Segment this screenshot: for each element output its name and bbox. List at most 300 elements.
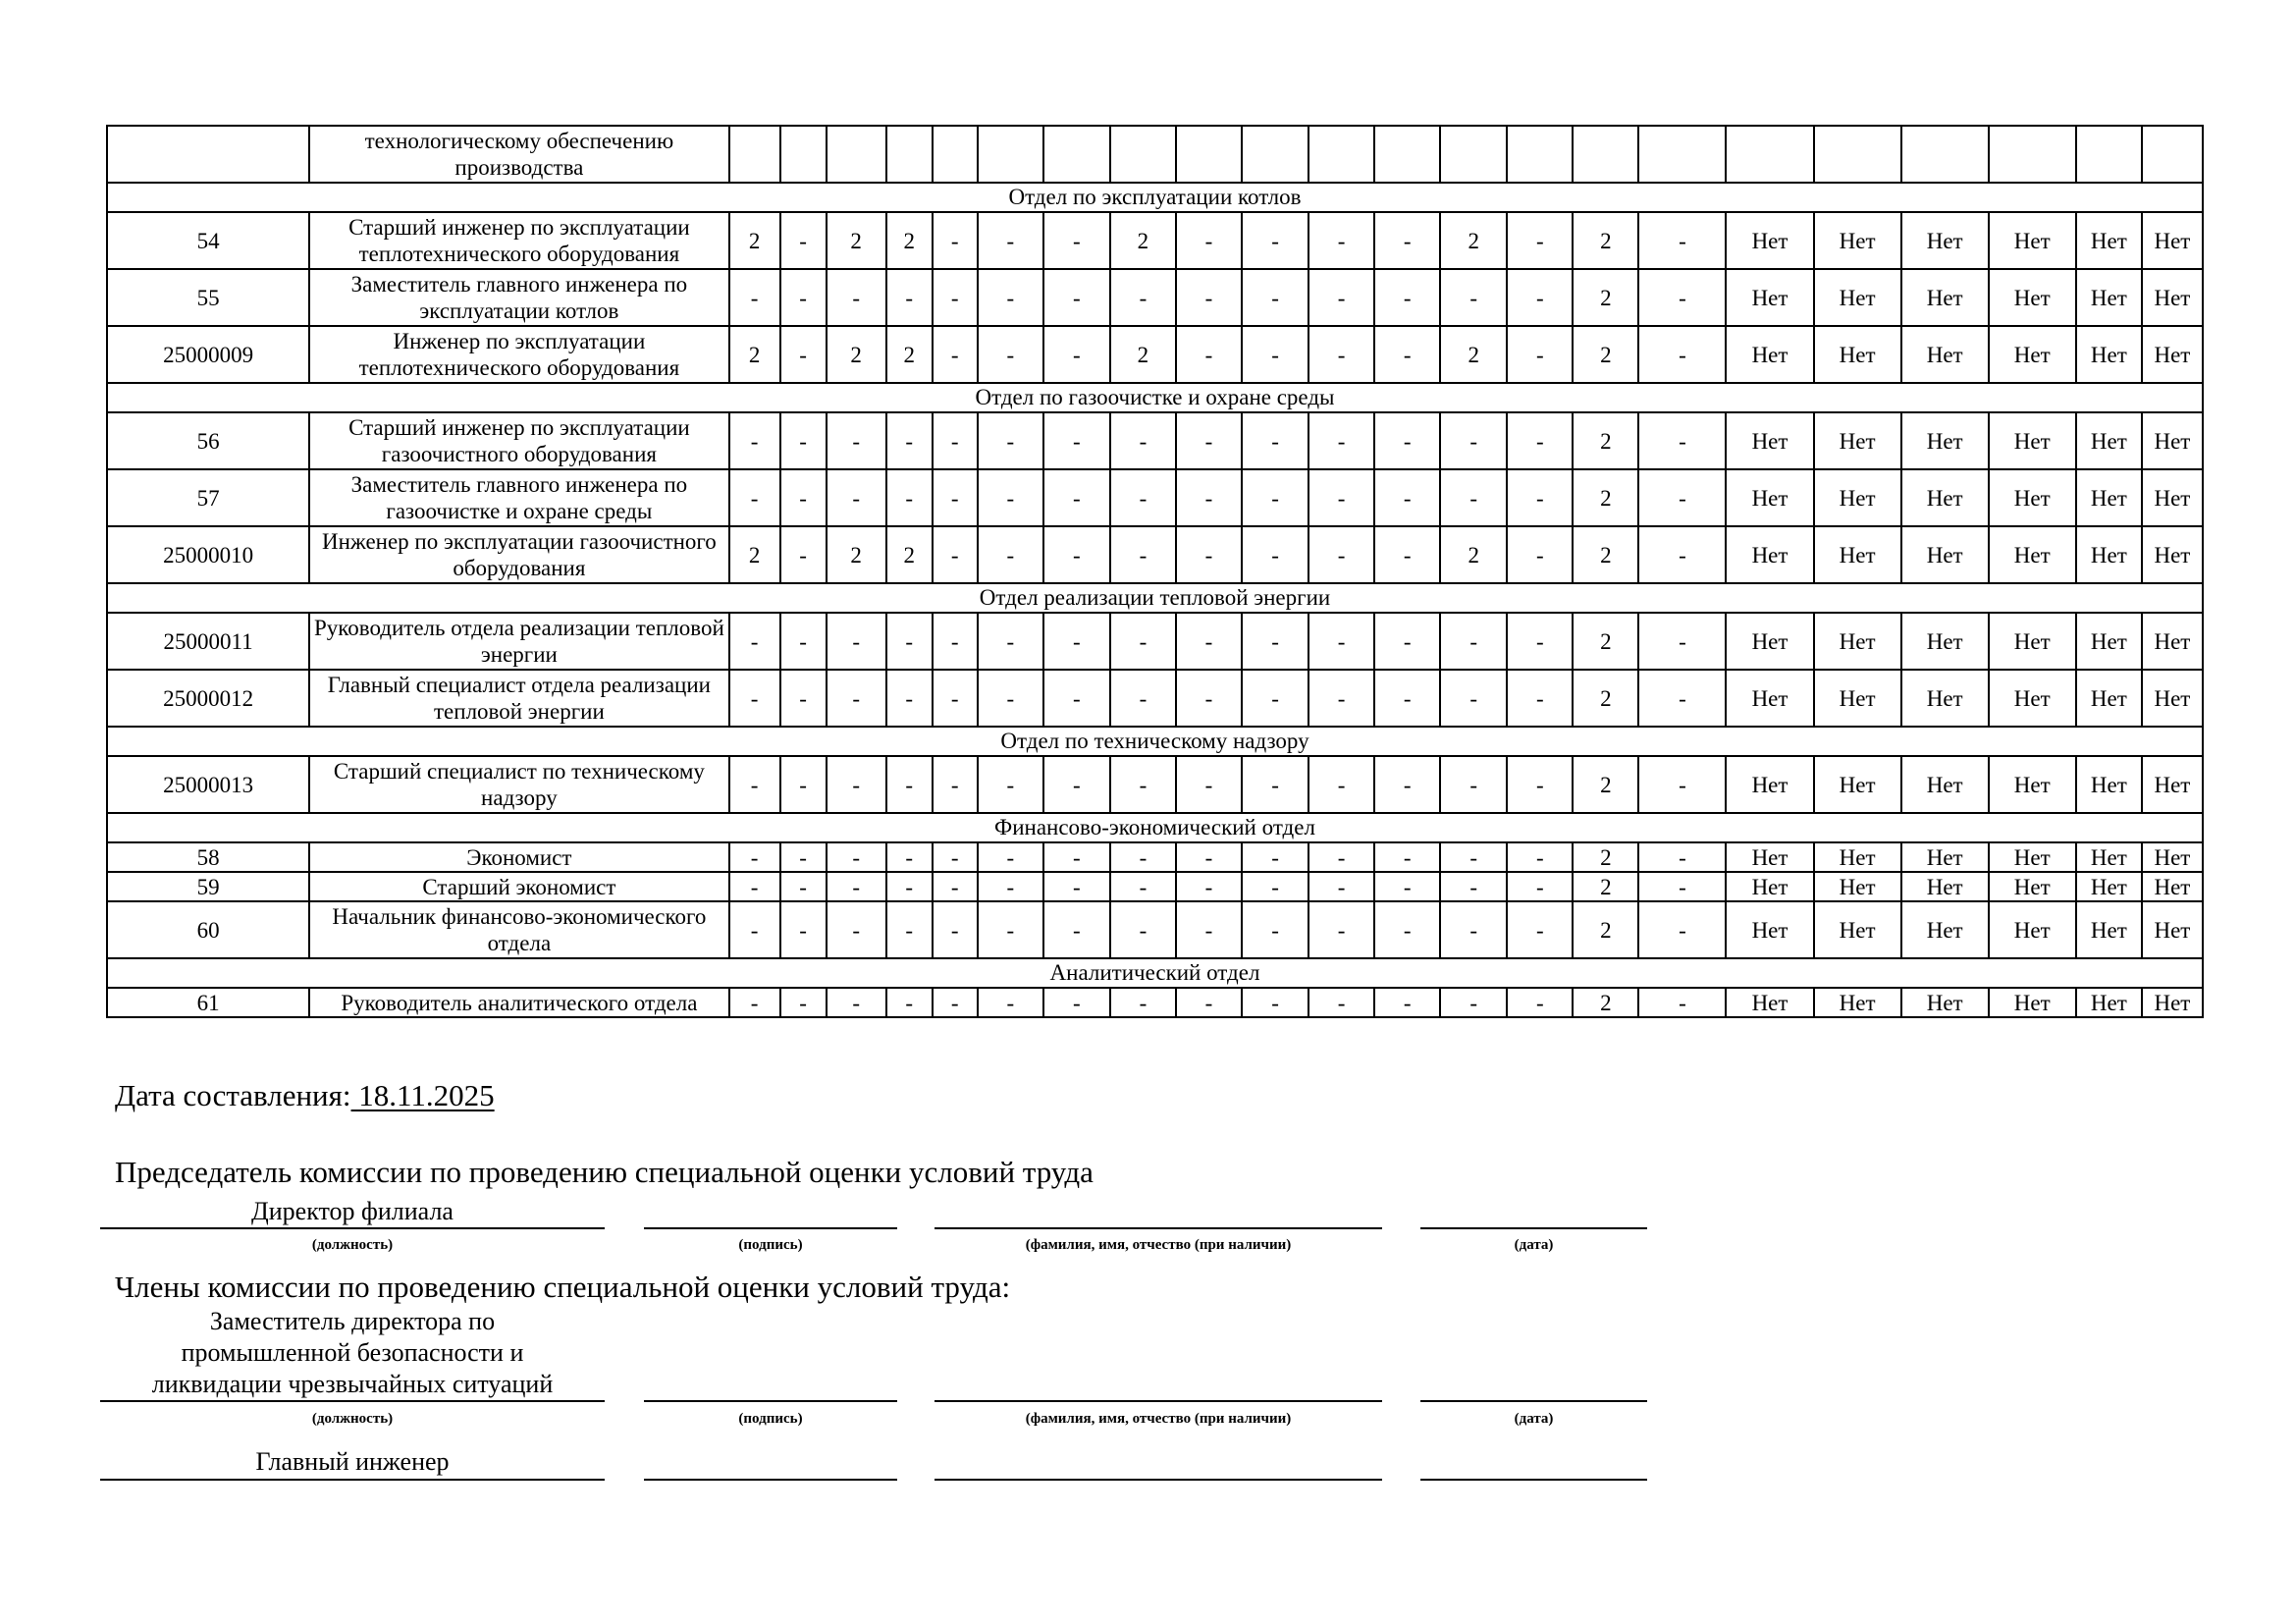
table-cell: Нет (1726, 212, 1813, 269)
table-cell: - (780, 613, 827, 670)
table-cell: - (1440, 613, 1507, 670)
caption-position: (должность) (311, 1237, 394, 1253)
section-row (107, 958, 2203, 988)
table-cell: - (1638, 988, 1726, 1017)
table-cell: - (886, 872, 933, 901)
table-cell: - (933, 469, 978, 526)
table-cell: - (1638, 269, 1726, 326)
table-cell: Нет (1814, 988, 1901, 1017)
table-cell: - (1507, 212, 1573, 269)
table-cell (2142, 126, 2203, 183)
table-cell: - (1176, 988, 1242, 1017)
table-cell: - (978, 269, 1043, 326)
table-cell: 2 (886, 212, 933, 269)
table-cell: - (933, 901, 978, 958)
table-cell: - (729, 613, 780, 670)
table-cell (729, 126, 780, 183)
table-cell: Нет (1989, 326, 2076, 383)
section-title: Отдел по эксплуатации котлов (107, 183, 2203, 212)
table-cell: 2 (1440, 212, 1507, 269)
table-cell: - (1638, 326, 1726, 383)
table-cell: Нет (2076, 526, 2142, 583)
table-row (107, 613, 2203, 670)
table-cell: Нет (1989, 842, 2076, 872)
table-cell: Нет (1989, 613, 2076, 670)
table-cell: - (1043, 901, 1110, 958)
row-number: 25000012 (107, 670, 309, 727)
table-cell: - (1043, 613, 1110, 670)
chairman-fio-line (934, 1227, 1382, 1229)
table-cell: Нет (1814, 212, 1901, 269)
member1-signature-line (644, 1400, 897, 1402)
table-cell: - (933, 670, 978, 727)
table-cell: 2 (729, 326, 780, 383)
table-cell: - (1638, 901, 1726, 958)
row-number: 57 (107, 469, 309, 526)
table-cell: - (1176, 670, 1242, 727)
member2-signature-line (644, 1479, 897, 1481)
table-cell: - (1308, 988, 1374, 1017)
table-cell: Нет (2076, 212, 2142, 269)
table-cell: Нет (1989, 756, 2076, 813)
table-cell: Нет (2142, 872, 2203, 901)
table-cell: - (1176, 269, 1242, 326)
table-cell: - (780, 269, 827, 326)
table-cell: - (1374, 988, 1440, 1017)
table-cell: - (1110, 872, 1176, 901)
section-row (107, 727, 2203, 756)
table-cell: Нет (1726, 326, 1813, 383)
table-cell: - (1308, 613, 1374, 670)
table-cell: - (1242, 526, 1308, 583)
table-cell: - (1110, 756, 1176, 813)
table-cell: - (1242, 212, 1308, 269)
table-cell: - (1374, 212, 1440, 269)
table-cell: - (1308, 872, 1374, 901)
table-cell: - (1110, 526, 1176, 583)
member1-position-line-1: Заместитель директора по (209, 1307, 496, 1335)
table-cell: Нет (2142, 756, 2203, 813)
table-cell: - (1043, 326, 1110, 383)
row-number: 60 (107, 901, 309, 958)
section-row (107, 813, 2203, 842)
table-row (107, 842, 2203, 872)
row-position-name: Начальник финансово-экономического отдела (309, 901, 728, 958)
table-cell: - (1242, 613, 1308, 670)
table-cell: - (827, 469, 886, 526)
table-cell: Нет (1814, 412, 1901, 469)
table-cell: - (1308, 326, 1374, 383)
member1-caption-date: (дата) (1514, 1411, 1554, 1427)
table-cell: - (780, 842, 827, 872)
table-cell: 2 (1573, 872, 1638, 901)
table-cell: - (1507, 670, 1573, 727)
table-cell: Нет (1814, 326, 1901, 383)
section-row (107, 183, 2203, 212)
table-cell: - (729, 756, 780, 813)
table-cell: 2 (1573, 326, 1638, 383)
table-cell: Нет (2076, 613, 2142, 670)
table-cell: - (1308, 756, 1374, 813)
table-cell: - (1176, 872, 1242, 901)
table-cell (1726, 126, 1813, 183)
table-cell: - (1308, 901, 1374, 958)
row-number: 25000013 (107, 756, 309, 813)
table-cell: Нет (1726, 872, 1813, 901)
row-position-name: Старший экономист (309, 872, 728, 901)
table-cell: - (1242, 756, 1308, 813)
table-cell (1110, 126, 1176, 183)
table-cell: - (1043, 269, 1110, 326)
table-cell: - (1110, 670, 1176, 727)
table-cell: - (1507, 326, 1573, 383)
table-cell: 2 (1573, 988, 1638, 1017)
table-cell: - (1440, 756, 1507, 813)
table-cell: 2 (1573, 756, 1638, 813)
table-cell: - (1374, 269, 1440, 326)
table-cell: - (1176, 901, 1242, 958)
table-cell: - (1176, 526, 1242, 583)
table-cell (1374, 126, 1440, 183)
table-cell: - (1507, 756, 1573, 813)
row-position-name: Инженер по эксплуатации теплотехнического оборудования (309, 326, 728, 383)
member2-position-line (100, 1479, 605, 1481)
table-cell: - (978, 526, 1043, 583)
table-cell: - (729, 670, 780, 727)
row-position-name: технологическому обеспечению производства (309, 126, 728, 183)
table-cell: - (1242, 412, 1308, 469)
table-cell: - (1374, 670, 1440, 727)
table-cell: - (1043, 469, 1110, 526)
table-cell (2076, 126, 2142, 183)
table-cell: - (1374, 326, 1440, 383)
table-cell: Нет (2076, 756, 2142, 813)
table-cell: - (1110, 269, 1176, 326)
table-cell: - (1638, 756, 1726, 813)
table-cell: - (933, 412, 978, 469)
table-cell: Нет (2142, 469, 2203, 526)
table-cell: - (780, 326, 827, 383)
compilation-date (115, 1078, 495, 1113)
table-cell: - (1043, 842, 1110, 872)
table-cell: - (1507, 842, 1573, 872)
table-cell: 2 (1110, 212, 1176, 269)
table-cell: - (1043, 756, 1110, 813)
table-cell: Нет (1901, 988, 1989, 1017)
row-position-name: Заместитель главного инженера по газоочистке и охране среды (309, 469, 728, 526)
table-cell (1901, 126, 1989, 183)
table-cell: Нет (1814, 842, 1901, 872)
table-cell: Нет (2076, 269, 2142, 326)
member1-date-line (1420, 1400, 1647, 1402)
table-cell: Нет (1989, 988, 2076, 1017)
table-cell (1573, 126, 1638, 183)
table-cell: 2 (1573, 670, 1638, 727)
table-cell: - (1043, 526, 1110, 583)
table-cell (978, 126, 1043, 183)
table-cell: Нет (1901, 901, 1989, 958)
table-cell: 2 (1440, 326, 1507, 383)
table-cell: - (1242, 988, 1308, 1017)
table-cell: Нет (1989, 872, 2076, 901)
chairman-heading: Председатель комиссии по проведению специальной оценки условий труда (115, 1155, 1094, 1189)
table-cell: Нет (2142, 526, 2203, 583)
table-cell: - (978, 670, 1043, 727)
row-number: 55 (107, 269, 309, 326)
row-position-name: Старший инженер по эксплуатации газоочистного оборудования (309, 412, 728, 469)
table-cell: - (1242, 326, 1308, 383)
table-cell: - (780, 901, 827, 958)
table-cell: - (729, 872, 780, 901)
table-cell: - (1308, 469, 1374, 526)
table-cell: - (1242, 469, 1308, 526)
row-number: 54 (107, 212, 309, 269)
table-cell: 2 (1573, 469, 1638, 526)
table-row (107, 412, 2203, 469)
row-position-name: Руководитель отдела реализации тепловой энергии (309, 613, 728, 670)
table-row (107, 269, 2203, 326)
table-cell: - (1242, 901, 1308, 958)
table-cell: - (780, 469, 827, 526)
table-cell: 2 (1573, 901, 1638, 958)
table-cell: Нет (1989, 469, 2076, 526)
table-cell: - (1308, 269, 1374, 326)
member2-date-line (1420, 1479, 1647, 1481)
table-cell: - (729, 842, 780, 872)
member1-position-line-3: ликвидации чрезвычайных ситуаций (151, 1370, 554, 1398)
table-cell: - (827, 670, 886, 727)
table-cell: - (827, 412, 886, 469)
table-cell: Нет (1901, 412, 1989, 469)
table-cell: - (1374, 412, 1440, 469)
table-cell: - (1176, 842, 1242, 872)
table-cell: - (1507, 872, 1573, 901)
table-cell: Нет (1901, 613, 1989, 670)
table-cell: 2 (1573, 412, 1638, 469)
table-cell: - (1242, 269, 1308, 326)
date-label: Дата составления: (115, 1078, 351, 1112)
table-row (107, 126, 2203, 183)
table-cell: - (1374, 842, 1440, 872)
table-row (107, 526, 2203, 583)
table-cell: - (1043, 670, 1110, 727)
table-cell: - (1507, 412, 1573, 469)
section-row (107, 583, 2203, 613)
table-cell: 2 (729, 526, 780, 583)
table-cell: - (1440, 469, 1507, 526)
table-cell (1440, 126, 1507, 183)
table-cell (1989, 126, 2076, 183)
table-cell (1507, 126, 1573, 183)
table-cell: - (1242, 872, 1308, 901)
row-number: 25000011 (107, 613, 309, 670)
table-cell: - (1176, 469, 1242, 526)
table-cell: Нет (2142, 212, 2203, 269)
section-row (107, 383, 2203, 412)
chairman-position: Директор филиала (251, 1197, 454, 1225)
table-cell: 2 (827, 526, 886, 583)
table-cell: Нет (1901, 526, 1989, 583)
table-cell: Нет (1901, 872, 1989, 901)
table-cell: Нет (1989, 901, 2076, 958)
table-cell: - (1176, 326, 1242, 383)
table-cell: - (1110, 842, 1176, 872)
table-cell: Нет (2142, 412, 2203, 469)
table-cell: - (1110, 613, 1176, 670)
row-number: 56 (107, 412, 309, 469)
table-cell: 2 (1573, 269, 1638, 326)
table-cell: - (1638, 212, 1726, 269)
table-row (107, 872, 2203, 901)
table-cell: - (1308, 412, 1374, 469)
table-cell: - (780, 212, 827, 269)
table-cell (886, 126, 933, 183)
table-cell: - (780, 412, 827, 469)
member1-fio-line (934, 1400, 1382, 1402)
table-cell: - (827, 269, 886, 326)
member1-caption-signature: (подпись) (738, 1411, 803, 1427)
row-position-name: Руководитель аналитического отдела (309, 988, 728, 1017)
table-cell: Нет (1814, 613, 1901, 670)
member1-caption-position: (должность) (311, 1411, 394, 1427)
table-cell: - (978, 412, 1043, 469)
table-cell: Нет (1726, 269, 1813, 326)
table-cell: - (886, 756, 933, 813)
table-cell: Нет (2142, 842, 2203, 872)
table-cell: - (827, 872, 886, 901)
table-cell: - (729, 901, 780, 958)
table-cell: - (1507, 901, 1573, 958)
table-cell: - (1507, 469, 1573, 526)
table-cell: Нет (2076, 842, 2142, 872)
members-heading: Члены комиссии по проведению специальной оценки условий труда: (115, 1270, 1011, 1304)
table-cell: Нет (1901, 469, 1989, 526)
table-cell: Нет (2076, 901, 2142, 958)
table-cell: - (933, 526, 978, 583)
row-number: 61 (107, 988, 309, 1017)
table-cell: - (1374, 901, 1440, 958)
table-cell: - (1308, 670, 1374, 727)
table-cell: - (729, 469, 780, 526)
table-cell (1638, 126, 1726, 183)
table-row (107, 988, 2203, 1017)
caption-fio: (фамилия, имя, отчество (при наличии) (1025, 1237, 1292, 1253)
table-cell: - (1440, 412, 1507, 469)
table-cell: Нет (2142, 670, 2203, 727)
row-number (107, 126, 309, 183)
table-cell: - (1440, 872, 1507, 901)
table-cell: Нет (2142, 988, 2203, 1017)
table-cell: - (1638, 526, 1726, 583)
table-cell: - (1374, 872, 1440, 901)
table-cell: Нет (1726, 901, 1813, 958)
table-cell: - (886, 988, 933, 1017)
table-cell: - (978, 212, 1043, 269)
table-cell: - (780, 526, 827, 583)
table-cell (780, 126, 827, 183)
table-cell: - (978, 872, 1043, 901)
table-cell: - (933, 842, 978, 872)
table-cell: 2 (827, 326, 886, 383)
table-cell: - (978, 469, 1043, 526)
table-cell: - (978, 613, 1043, 670)
table-cell: - (978, 901, 1043, 958)
table-cell: - (827, 842, 886, 872)
table-cell: - (1374, 526, 1440, 583)
row-position-name: Старший специалист по техническому надзору (309, 756, 728, 813)
row-number: 58 (107, 842, 309, 872)
table-cell: Нет (2076, 412, 2142, 469)
row-position-name: Старший инженер по эксплуатации теплотехнического оборудования (309, 212, 728, 269)
table-cell: - (1110, 469, 1176, 526)
table-cell: - (886, 842, 933, 872)
table-cell: - (1043, 212, 1110, 269)
table-cell: 2 (1573, 526, 1638, 583)
table-cell: 2 (729, 212, 780, 269)
table-cell: - (1176, 756, 1242, 813)
row-position-name: Экономист (309, 842, 728, 872)
table-cell: Нет (1814, 901, 1901, 958)
table-cell: - (1242, 670, 1308, 727)
table-cell: - (1638, 842, 1726, 872)
table-cell: - (729, 269, 780, 326)
table-cell: - (729, 988, 780, 1017)
table-cell: 2 (1573, 212, 1638, 269)
chairman-position-line (100, 1227, 605, 1229)
table-cell: - (1176, 613, 1242, 670)
table-cell: Нет (1814, 670, 1901, 727)
table-cell: Нет (1726, 613, 1813, 670)
table-cell: Нет (1726, 412, 1813, 469)
table-cell: - (978, 842, 1043, 872)
table-cell: Нет (1726, 842, 1813, 872)
table-cell: 2 (1110, 326, 1176, 383)
table-cell (1176, 126, 1242, 183)
table-cell: - (1374, 469, 1440, 526)
table-cell (1043, 126, 1110, 183)
table-cell: - (1308, 212, 1374, 269)
member1-position-line-2: промышленной безопасности и (181, 1338, 524, 1367)
table-cell: - (1110, 412, 1176, 469)
table-cell: Нет (1814, 269, 1901, 326)
table-cell: Нет (1901, 842, 1989, 872)
table-cell: Нет (1814, 526, 1901, 583)
table-cell: - (886, 412, 933, 469)
table-cell: Нет (2142, 326, 2203, 383)
table-cell: Нет (1901, 326, 1989, 383)
table-cell: - (886, 613, 933, 670)
table-cell: Нет (2076, 326, 2142, 383)
table-cell: Нет (2142, 901, 2203, 958)
table-cell: - (1242, 842, 1308, 872)
row-position-name: Главный специалист отдела реализации тепловой энергии (309, 670, 728, 727)
table-cell: 2 (1440, 526, 1507, 583)
member1-position (100, 1306, 605, 1400)
table-cell: - (1507, 613, 1573, 670)
table-cell: Нет (1726, 988, 1813, 1017)
table-cell: - (1043, 872, 1110, 901)
table-cell: - (1043, 988, 1110, 1017)
table-cell: - (1110, 901, 1176, 958)
table-cell: Нет (1726, 526, 1813, 583)
table-cell: - (1440, 670, 1507, 727)
table-row (107, 901, 2203, 958)
table-cell: Нет (1989, 412, 2076, 469)
table-cell: - (1507, 269, 1573, 326)
table-cell: - (1043, 412, 1110, 469)
table-cell: Нет (1901, 756, 1989, 813)
table-cell (827, 126, 886, 183)
